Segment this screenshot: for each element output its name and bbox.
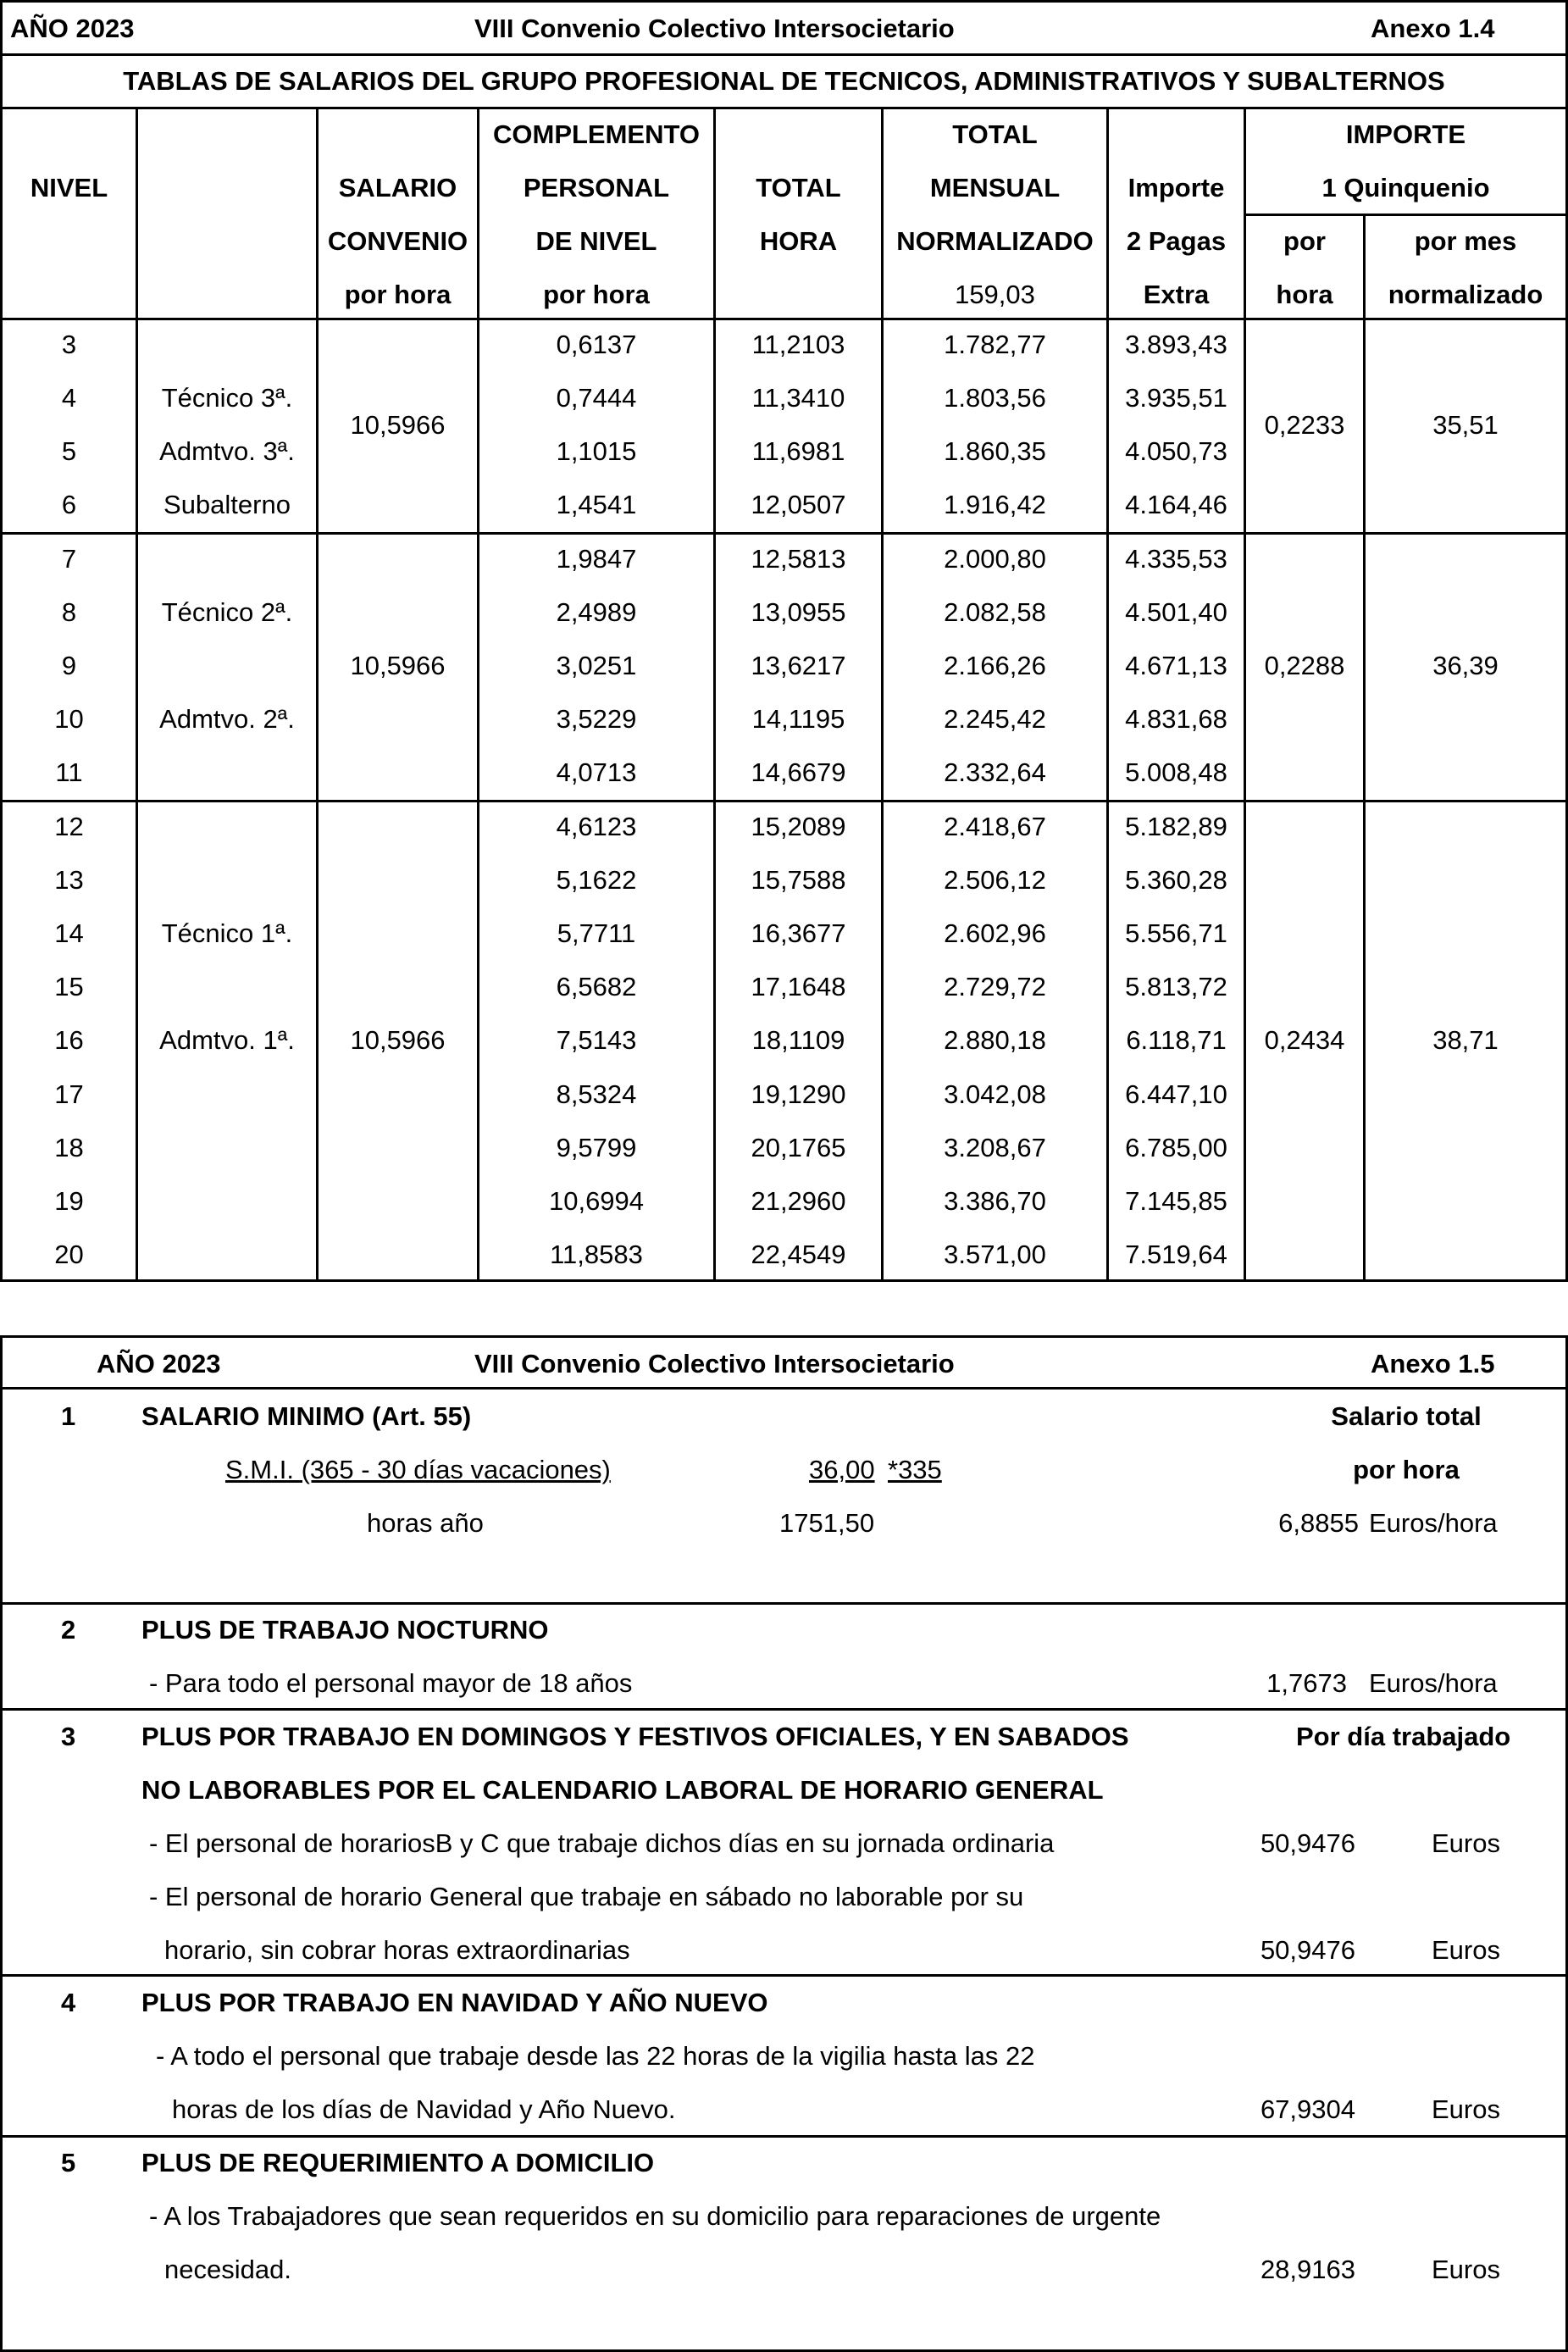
total-mensual-cell: 1.860,35 xyxy=(944,436,1046,466)
table-title: TABLAS DE SALARIOS DEL GRUPO PROFESIONAL DE TECNICOS, ADMINISTRATIVOS Y SUBALTERNOS xyxy=(123,66,1445,96)
unit: Euros xyxy=(1432,1828,1500,1858)
total-mensual-cell: 2.000,80 xyxy=(944,544,1046,574)
header-complemento: COMPLEMENTO xyxy=(493,119,700,149)
header-total-hora: HORA xyxy=(759,226,838,256)
total-hora-cell: 14,1195 xyxy=(751,704,845,734)
category-label: Admtvo. 3ª. xyxy=(159,436,295,466)
header-importe: Importe xyxy=(1128,173,1225,202)
nivel-cell: 8 xyxy=(61,597,77,627)
header-total-mensual: NORMALIZADO xyxy=(896,226,1094,256)
importe-cell: 5.813,72 xyxy=(1125,972,1227,1001)
annex-label-2: Anexo 1.5 xyxy=(1371,1349,1495,1378)
header-quinquenio-hora: hora xyxy=(1276,280,1333,309)
section-number: 3 xyxy=(61,1722,76,1751)
section-number: 1 xyxy=(61,1401,76,1431)
horas-value: 1751,50 xyxy=(779,1508,875,1538)
total-mensual-cell: 2.082,58 xyxy=(944,597,1046,627)
horas-label: horas año xyxy=(367,1508,484,1538)
total-mensual-cell: 3.571,00 xyxy=(944,1240,1046,1269)
importe-cell: 4.671,13 xyxy=(1125,651,1227,680)
nivel-cell: 5 xyxy=(61,436,77,466)
complemento-cell: 4,0713 xyxy=(556,757,637,787)
quinquenio-mes-cell: 35,51 xyxy=(1432,410,1499,440)
importe-cell: 4.050,73 xyxy=(1125,436,1227,466)
total-mensual-cell: 2.332,64 xyxy=(944,757,1046,787)
category-label: Subalterno xyxy=(163,490,291,519)
total-hora-cell: 14,6679 xyxy=(751,757,846,787)
header-quinquenio-mes: por mes xyxy=(1414,226,1517,256)
complemento-cell: 5,7711 xyxy=(557,918,636,948)
importe-cell: 4.501,40 xyxy=(1125,597,1227,627)
unit: Euros xyxy=(1432,2255,1500,2284)
unit: Euros/hora xyxy=(1369,1668,1498,1698)
complemento-cell: 10,6994 xyxy=(548,1186,645,1216)
amount: 50,9476 xyxy=(1260,1828,1355,1858)
smi-value: 36,00 xyxy=(809,1455,875,1484)
section-title-line-1: PLUS POR TRABAJO EN DOMINGOS Y FESTIVOS OFICIALES, Y EN SABADOS xyxy=(141,1722,1129,1751)
total-hora-cell: 13,0955 xyxy=(751,597,846,627)
description-line: - A los Trabajadores que sean requeridos en su domicilio para reparaciones de urgente xyxy=(149,2201,1161,2231)
complemento-cell: 2,4989 xyxy=(556,597,637,627)
complemento-cell: 1,4541 xyxy=(556,490,637,519)
smi-multiplier: *335 xyxy=(888,1455,942,1484)
header-importe: 2 Pagas xyxy=(1126,226,1227,256)
header-quinquenio: 1 Quinquenio xyxy=(1321,173,1490,202)
nivel-cell: 12 xyxy=(54,812,84,841)
header-quinquenio-mes: normalizado xyxy=(1388,280,1543,309)
complemento-cell: 5,1622 xyxy=(556,865,637,895)
section-title: PLUS DE TRABAJO NOCTURNO xyxy=(141,1615,549,1645)
total-mensual-cell: 3.208,67 xyxy=(944,1133,1046,1162)
total-hora-cell: 17,1648 xyxy=(751,972,846,1001)
amount: 28,9163 xyxy=(1260,2255,1355,2284)
complemento-cell: 11,8583 xyxy=(550,1240,643,1269)
salario-convenio-cell: 10,5966 xyxy=(350,651,446,680)
importe-cell: 5.182,89 xyxy=(1125,812,1227,841)
section-title-line-2: NO LABORABLES POR EL CALENDARIO LABORAL DE HORARIO GENERAL xyxy=(141,1775,1104,1805)
header-complemento: por hora xyxy=(543,280,650,309)
por-hora-label: por hora xyxy=(1353,1455,1460,1484)
category-label: Técnico 2ª. xyxy=(161,597,293,627)
quinquenio-hora-cell: 0,2288 xyxy=(1264,651,1345,680)
total-hora-cell: 21,2960 xyxy=(751,1186,846,1216)
complemento-cell: 1,1015 xyxy=(556,436,637,466)
importe-cell: 3.893,43 xyxy=(1125,330,1227,359)
unit: Euros/hora xyxy=(1369,1508,1498,1538)
importe-cell: 4.335,53 xyxy=(1125,544,1227,574)
category-label: Admtvo. 2ª. xyxy=(159,704,295,734)
quinquenio-mes-cell: 36,39 xyxy=(1432,651,1499,680)
total-hora-cell: 12,0507 xyxy=(751,490,846,519)
total-hora-cell: 18,1109 xyxy=(751,1025,845,1055)
total-mensual-cell: 2.602,96 xyxy=(944,918,1046,948)
total-hora-cell: 11,6981 xyxy=(751,436,845,466)
quinquenio-hora-cell: 0,2434 xyxy=(1264,1025,1345,1055)
total-mensual-cell: 2.418,67 xyxy=(944,812,1046,841)
nivel-cell: 6 xyxy=(61,490,77,519)
description-line: - El personal de horario General que trabaje en sábado no laborable por su xyxy=(149,1882,1024,1911)
complemento-cell: 6,5682 xyxy=(556,972,637,1001)
complemento-cell: 9,5799 xyxy=(556,1133,637,1162)
category-label: Admtvo. 1ª. xyxy=(159,1025,295,1055)
category-label: Técnico 1ª. xyxy=(161,918,293,948)
header-salario: SALARIO xyxy=(338,173,457,202)
salario-convenio-cell: 10,5966 xyxy=(350,1025,446,1055)
nivel-cell: 20 xyxy=(54,1240,84,1269)
quinquenio-mes-cell: 38,71 xyxy=(1432,1025,1499,1055)
nivel-cell: 3 xyxy=(61,330,77,359)
description-line: - A todo el personal que trabaje desde las 22 horas de la vigilia hasta las 22 xyxy=(156,2041,1035,2071)
importe-cell: 5.360,28 xyxy=(1125,865,1227,895)
total-mensual-cell: 1.803,56 xyxy=(944,383,1046,413)
complemento-cell: 8,5324 xyxy=(556,1079,637,1109)
nivel-cell: 16 xyxy=(54,1025,84,1055)
description-line: - Para todo el personal mayor de 18 años xyxy=(149,1668,633,1698)
total-hora-cell: 11,2103 xyxy=(751,330,845,359)
importe-cell: 3.935,51 xyxy=(1125,383,1227,413)
header-total-mensual: MENSUAL xyxy=(929,173,1061,202)
annex-label: Anexo 1.4 xyxy=(1371,14,1495,43)
nivel-cell: 17 xyxy=(54,1079,84,1109)
salario-total-label: Salario total xyxy=(1331,1401,1482,1431)
nivel-cell: 15 xyxy=(54,972,84,1001)
description-line: - El personal de horariosB y C que trabaje dichos días en su jornada ordinaria xyxy=(149,1828,1055,1858)
convenio-title: VIII Convenio Colectivo Intersocietario xyxy=(474,14,955,43)
nivel-cell: 13 xyxy=(54,865,84,895)
nivel-cell: 18 xyxy=(54,1133,84,1162)
complemento-cell: 0,7444 xyxy=(556,383,637,413)
total-hora-cell: 22,4549 xyxy=(751,1240,846,1269)
importe-cell: 4.164,46 xyxy=(1125,490,1227,519)
header-importe: Extra xyxy=(1143,280,1210,309)
nivel-cell: 10 xyxy=(54,704,84,734)
total-hora-cell: 11,3410 xyxy=(751,383,845,413)
description-line: horario, sin cobrar horas extraordinarias xyxy=(164,1935,630,1965)
section-number: 5 xyxy=(61,2148,76,2177)
header-quinquenio: IMPORTE xyxy=(1345,119,1466,149)
nivel-cell: 19 xyxy=(54,1186,84,1216)
complemento-cell: 1,9847 xyxy=(556,544,637,574)
unit: Euros xyxy=(1432,1935,1500,1965)
year-label-2: AÑO 2023 xyxy=(97,1349,221,1378)
importe-cell: 7.145,85 xyxy=(1125,1186,1227,1216)
unit: Euros xyxy=(1432,2094,1500,2124)
total-mensual-cell: 2.506,12 xyxy=(944,865,1046,895)
section-number: 4 xyxy=(61,1988,76,2017)
complemento-cell: 4,6123 xyxy=(556,812,637,841)
section-title: SALARIO MINIMO (Art. 55) xyxy=(141,1401,472,1431)
smi-label: S.M.I. (365 - 30 días vacaciones) xyxy=(225,1455,611,1484)
amount: 6,8855 xyxy=(1278,1508,1359,1538)
section-title: PLUS DE REQUERIMIENTO A DOMICILIO xyxy=(141,2148,655,2177)
importe-cell: 5.556,71 xyxy=(1125,918,1227,948)
total-mensual-cell: 3.386,70 xyxy=(944,1186,1046,1216)
header-complemento: DE NIVEL xyxy=(535,226,657,256)
complemento-cell: 3,5229 xyxy=(556,704,637,734)
por-dia-label: Por día trabajado xyxy=(1296,1722,1511,1751)
total-mensual-cell: 2.245,42 xyxy=(944,704,1046,734)
section-title: PLUS POR TRABAJO EN NAVIDAD Y AÑO NUEVO xyxy=(141,1988,768,2017)
total-hora-cell: 15,2089 xyxy=(751,812,846,841)
importe-cell: 6.118,71 xyxy=(1126,1025,1227,1055)
header-total-mensual: TOTAL xyxy=(952,119,1038,149)
total-hora-cell: 20,1765 xyxy=(751,1133,846,1162)
complemento-cell: 7,5143 xyxy=(556,1025,637,1055)
importe-cell: 7.519,64 xyxy=(1125,1240,1227,1269)
amount: 50,9476 xyxy=(1260,1935,1355,1965)
importe-cell: 6.447,10 xyxy=(1125,1079,1227,1109)
description-line: horas de los días de Navidad y Año Nuevo. xyxy=(172,2094,676,2124)
complemento-cell: 3,0251 xyxy=(556,651,637,680)
header-salario: CONVENIO xyxy=(327,226,468,256)
total-mensual-cell: 2.166,26 xyxy=(944,651,1046,680)
section-number: 2 xyxy=(61,1615,76,1645)
header-quinquenio-hora: por xyxy=(1283,226,1326,256)
complemento-cell: 0,6137 xyxy=(556,330,637,359)
nivel-cell: 14 xyxy=(54,918,84,948)
header-total-hora: TOTAL xyxy=(756,173,841,202)
header-salario: por hora xyxy=(344,280,452,309)
category-label: Técnico 3ª. xyxy=(161,383,293,413)
total-hora-cell: 15,7588 xyxy=(751,865,846,895)
nivel-cell: 7 xyxy=(61,544,77,574)
year-label: AÑO 2023 xyxy=(10,14,135,43)
convenio-title-2: VIII Convenio Colectivo Intersocietario xyxy=(474,1349,955,1378)
salario-convenio-cell: 10,5966 xyxy=(350,410,446,440)
total-hora-cell: 16,3677 xyxy=(751,918,846,948)
importe-cell: 6.785,00 xyxy=(1125,1133,1227,1162)
amount: 1,7673 xyxy=(1266,1668,1347,1698)
nivel-cell: 9 xyxy=(61,651,77,680)
total-mensual-cell: 1.782,77 xyxy=(944,330,1046,359)
amount: 67,9304 xyxy=(1260,2094,1355,2124)
importe-cell: 4.831,68 xyxy=(1125,704,1227,734)
importe-cell: 5.008,48 xyxy=(1125,757,1227,787)
nivel-cell: 11 xyxy=(55,757,83,787)
quinquenio-hora-cell: 0,2233 xyxy=(1264,410,1345,440)
header-complemento: PERSONAL xyxy=(523,173,670,202)
total-mensual-cell: 2.729,72 xyxy=(944,972,1046,1001)
nivel-cell: 4 xyxy=(61,383,77,413)
total-mensual-cell: 1.916,42 xyxy=(944,490,1046,519)
total-hora-cell: 19,1290 xyxy=(751,1079,846,1109)
total-mensual-cell: 3.042,08 xyxy=(944,1079,1046,1109)
total-hora-cell: 12,5813 xyxy=(751,544,846,574)
total-hora-cell: 13,6217 xyxy=(751,651,846,680)
header-nivel: NIVEL xyxy=(30,173,108,202)
total-mensual-cell: 2.880,18 xyxy=(944,1025,1046,1055)
description-line: necesidad. xyxy=(164,2255,291,2284)
header-total-mensual: 159,03 xyxy=(955,280,1035,309)
